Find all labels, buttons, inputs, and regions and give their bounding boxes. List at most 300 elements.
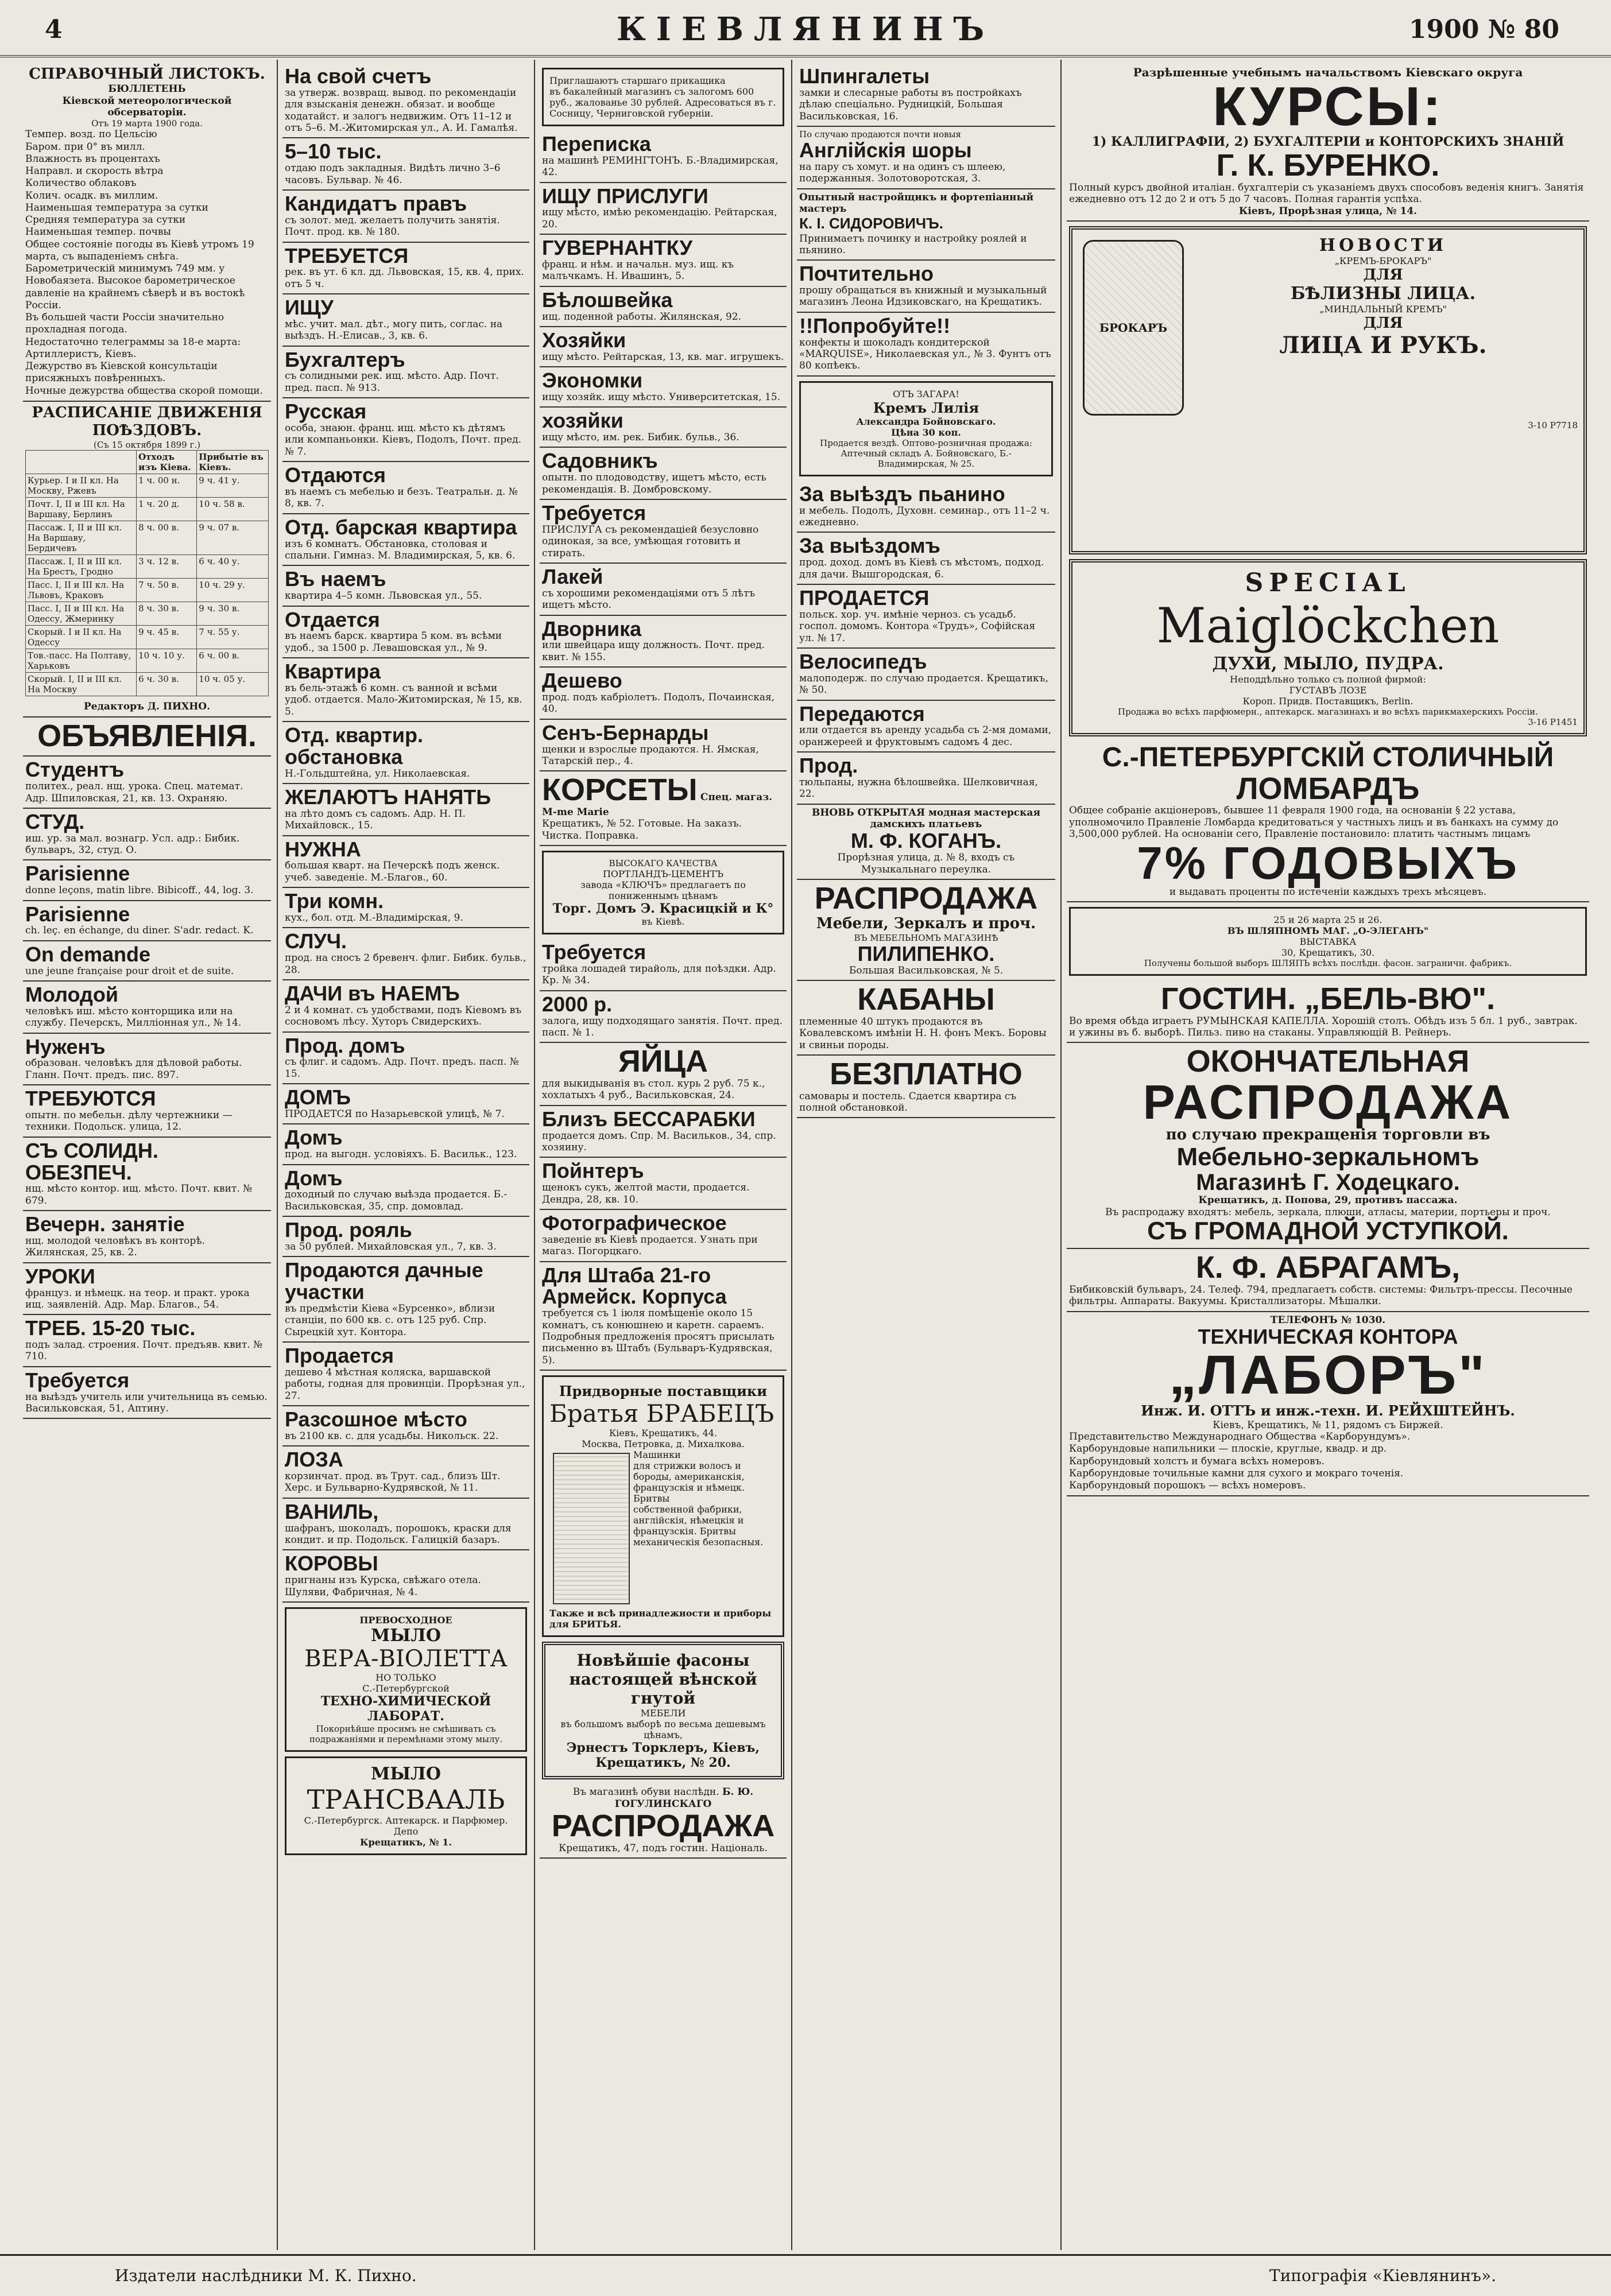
ad-headline: ТРЕБУЕТСЯ [285, 243, 409, 267]
maig-name: Maiglöckchen [1156, 598, 1500, 654]
society-note: Недостаточно телеграммы за 18-е марта: Артиллеристъ, Кіевъ. [25, 336, 241, 360]
classified-ad [282, 138, 529, 191]
ad-body: ищу мѣсто. Рейтарская, 13, кв. маг. игрушекъ. [542, 351, 784, 363]
classified-ad [540, 1262, 787, 1371]
ad-body: пригнаны изъ Курска, свѣжаго отела. Шуляви, Фабричная, № 4. [285, 1574, 481, 1598]
lombard-body: Общее собраніе акціонеровъ, бывшее 11 февраля 1900 года, на основаніи § 22 устава, уполномочило Правленіе Ломбарда кредитоваться у частныхъ лицъ и въ банкахъ на сумму до 3,500,000 рублей. На основаніи сего, Правленіе постановило: платить частнымъ лицамъ [1069, 805, 1559, 840]
table-row [26, 673, 269, 696]
classified-ad [540, 327, 787, 367]
lombard-head2: ЛОМБАРДЪ [1236, 771, 1420, 806]
corsets-body: Крещатикъ, № 52. Готовые. На заказъ. Чистка. Поправка. [542, 818, 742, 841]
column-2 [282, 63, 529, 2250]
classified-ad [282, 1217, 529, 1257]
ad-body: залога, ищу подходящаго занятія. Почт. пред. пасп. № 1. [542, 1015, 783, 1038]
corsets-ad [540, 771, 787, 846]
furniture-line2: настоящей вѣнской гнутой [569, 1670, 757, 1708]
ad-headline: Требуется [542, 501, 646, 525]
ad-headline: Почтительно [799, 262, 934, 286]
reference-section [23, 63, 271, 402]
bulletin-line: Наименьшая температура за сутки [25, 201, 208, 214]
ad-body: ch. leç. en échange, du diner. S'adr. redact. K. [25, 925, 254, 937]
courses-ad [1067, 63, 1589, 222]
schedule-cell: 7 ч. 50 в. [137, 579, 197, 602]
ad-headline: Требуется [25, 1368, 130, 1392]
ad-body: щенокъ сукъ, желтой масти, продается. Дендра, 28, кв. 10. [542, 1182, 750, 1205]
ad-headline: СТУД. [25, 809, 85, 833]
labor-item: Карборундовый холстъ и бумага всѣхъ номеровъ. [1069, 1455, 1325, 1467]
ad-body: особа, знаюн. франц. ищ. мѣсто къ дѣтямъ или компаньонки. Кіевъ, Подолъ, Почт. пред. № 7. [285, 422, 522, 457]
schedule-cell: 9 ч. 45 в. [137, 626, 197, 649]
classified-ad [282, 1343, 529, 1406]
schedule-cell: 10 ч. 58 в. [197, 498, 269, 521]
maig-line3: Неподдѣльно только съ полной фирмой: [1230, 674, 1426, 685]
weather-note: Въ большей части Россіи значительно прохладная погода. [25, 312, 224, 336]
classified-ad [23, 860, 271, 901]
ad-headline: Домъ [285, 1126, 343, 1150]
labor-intro: ТЕХНИЧЕСКАЯ КОНТОРА [1198, 1325, 1458, 1349]
soap-line3: НО ТОЛЬКО [375, 1671, 436, 1683]
ad-headline: 2000 р. [542, 992, 613, 1016]
classified-ad [797, 649, 1055, 701]
ad-body: дешево 4 мѣстная коляска, варшавской работы, годная для провинціи. Прорѣзная ул., 27. [285, 1366, 525, 1402]
lombard-rate: 7% ГОДОВЫХЪ [1137, 837, 1519, 889]
ad-headline: Кандидатъ правъ [285, 191, 467, 215]
corsets-shop: Спец. магаз. M-me Marie [542, 792, 773, 819]
ad-headline: Фотографическое [542, 1211, 727, 1235]
bulletin-line: Темпер. возд. по Цельсію [25, 129, 157, 141]
cream-for1: ДЛЯ [1363, 266, 1403, 284]
ad-headline: Переписка [542, 132, 651, 156]
hair-clipper-illustration [553, 1453, 630, 1604]
schedule-cell: 6 ч. 30 в. [137, 673, 197, 696]
ad-headline: Бухгалтеръ [285, 347, 405, 371]
bellevue-head: ГОСТИН. „БЕЛЬ-ВЮ". [1160, 981, 1496, 1016]
col3-ads3 [540, 1106, 787, 1371]
schedule-cell: 10 ч. 10 у. [137, 649, 197, 673]
train-schedule [23, 402, 271, 718]
schedule-cell: 1 ч. 00 н. [137, 474, 197, 498]
kogan-name: М. Ф. КОГАНЪ. [850, 829, 1002, 853]
cream-ad [1069, 226, 1587, 554]
ad-headline: !!Попробуйте!! [799, 313, 951, 338]
blinds-head: Англійскія шоры [799, 138, 972, 162]
ad-headline: Сенъ-Бернарды [542, 720, 709, 744]
ad-body: нщ. мѣсто контор. ищ. мѣсто. Почт. квит. № 679. [25, 1183, 253, 1207]
courses-addr: Кіевъ, Прорѣзная улица, № 14. [1238, 205, 1418, 217]
transvaal-name: ТРАНСВААЛЬ [307, 1783, 505, 1815]
classified-ad [540, 287, 787, 327]
ad-headline: Отд. квартир. обстановка [285, 723, 423, 769]
ad-headline: УРОКИ [25, 1264, 95, 1288]
ad-headline: Дешево [542, 669, 622, 693]
cream-for2: ДЛЯ [1363, 315, 1403, 332]
bulletin-title: БЮЛЛЕТЕНЬ [108, 83, 186, 95]
classified-ad [23, 982, 271, 1034]
ad-body: на выѣздъ учитель или учительница въ семью. Васильковская, 51, Аптину. [25, 1391, 268, 1415]
classified-ad [282, 398, 529, 462]
printer-line: Типографія «Кіевлянинъ». [1269, 2266, 1496, 2285]
ad-body: 2 и 4 комнат. съ удобствами, подъ Кіевомъ въ сосновомъ лѣсу. Хуторъ Свидерскихъ. [285, 1004, 522, 1028]
classified-ad [540, 564, 787, 616]
bulletin-line: Наименьшая темпер. почвы [25, 226, 171, 238]
courses-subjects: 1) КАЛЛИГРАФІИ, 2) БУХГАЛТЕРІИ и КОНТОРСКИХЪ ЗНАНІЙ [1091, 134, 1564, 149]
boars-body: племенные 40 штукъ продаются въ Ковалевскомъ имѣніи Н. Н. фонъ Мекъ. Боровы и свиньи породы. [799, 1015, 1047, 1051]
brabec-item1: Машинки [633, 1449, 681, 1461]
schedule-cell: Тов.-пасс. На Полтаву, Харьковъ [26, 649, 137, 673]
ad-body: продается домъ. Спр. М. Васильков., 34, спр. хозяину. [542, 1130, 776, 1154]
blinds-body: на пару съ хомут. и на одинъ съ шлеею, подержанныя. Золотоворотская, 3. [799, 161, 1006, 185]
classified-ad [540, 367, 787, 408]
bulletin-lines [25, 129, 269, 238]
classified-ad [23, 901, 271, 941]
english-blinds-ad [797, 127, 1055, 189]
table-row [26, 602, 269, 626]
courses-head: КУРСЫ: [1213, 76, 1443, 137]
ad-body: прод. подъ кабріолетъ. Подолъ, Почаинская, 40. [542, 691, 775, 715]
ad-body: ПРОДАЕТСЯ по Назарьевской улицѣ, № 7. [285, 1108, 505, 1120]
ad-body: ПРИСЛУГА съ рекомендаціей безусловно одинокая, за все, умѣющая готовить и стирать. [542, 523, 759, 559]
maig-firm: ГУСТАВЪ ЛОЗЕ [1289, 685, 1367, 696]
clerk-body: въ бакалейный магазинъ съ залогомъ 600 руб., жалованье 30 рублей. Адресоваться въ г. Сосницу, Черниговской губерніи. [549, 86, 776, 119]
transvaal-addr: Крещатикъ, № 1. [359, 1836, 452, 1848]
ad-headline: Въ наемъ [285, 567, 386, 591]
table-row [26, 579, 269, 602]
brabec-title: Придворные поставщики [559, 1383, 768, 1400]
brabec-name: Братья БРАБЕЦЪ [549, 1399, 774, 1428]
boars-ad [797, 981, 1055, 1056]
ad-body: прошу обращаться въ книжный и музыкальный магазинъ Леона Идзиковскаго, на Крещатикъ. [799, 285, 1047, 308]
furniture-line1: Новѣйшіе фасоны [576, 1651, 750, 1670]
classified-ad [282, 1499, 529, 1551]
final-sale-line1: по случаю прекращенія торговли въ [1165, 1126, 1490, 1144]
masthead [0, 0, 1611, 57]
kogan-line1: ВНОВЬ ОТКРЫТАЯ модная мастерская дамскихъ платьевъ [811, 806, 1041, 831]
classified-ad [797, 63, 1055, 127]
ad-body: требуется съ 1 іюля помѣщеніе около 15 комнатъ, съ конюшнею и каретн. сараемъ. Подробныя предложенія просятъ присылать письменно въ Штабъ (Бульваръ-Кудрявская, 5). [542, 1308, 774, 1366]
ad-body: доходный по случаю выѣзда продается. Б.-Васильковская, 35, спр. домовлад. [285, 1189, 508, 1212]
schedule-cell: 10 ч. 05 у. [197, 673, 269, 696]
labor-item: Карборундовый порошокъ — всѣхъ номеровъ. [1069, 1480, 1306, 1492]
classified-ad [282, 1257, 529, 1343]
tuner-head: Опытный настройщикъ и фортепіанный мастеръ [799, 191, 1034, 215]
classified-ad [797, 701, 1055, 753]
maig-line2: ДУХИ, МЫЛО, ПУДРА. [1212, 654, 1444, 674]
ad-body: корзинчат. прод. въ Трут. сад., близъ Шт. Херс. и Бульварно-Кудрявской, № 11. [285, 1471, 501, 1494]
ad-headline: СЛУЧ. [285, 929, 347, 953]
ad-headline: ТРЕБУЮТСЯ [25, 1087, 156, 1111]
labor-item: Карборундовые точильные камни для сухого и мокраго точенія. [1069, 1467, 1404, 1479]
ad-body: une jeune française pour droit et de suite. [25, 965, 234, 977]
ad-headline: On demande [25, 942, 151, 966]
classified-ad [540, 616, 787, 668]
ad-body: или отдается въ аренду усадьба съ 2-мя домами, оранжереей и фруктовымъ садомъ 4 дес. [799, 724, 1052, 748]
schedule-cell: 9 ч. 07 в. [197, 521, 269, 555]
hats-addr: 30, Крещатикъ, 30. [1281, 947, 1375, 958]
ad-body: квартира 4–5 комн. Львовская ул., 55. [285, 590, 482, 602]
gogulinsky-ad [540, 1784, 787, 1859]
ad-headline: Вечерн. занятіе [25, 1212, 185, 1236]
classified-ad [23, 757, 271, 809]
pilipenko-head: РАСПРОДАЖА [814, 881, 1038, 916]
classified-ad [540, 939, 787, 991]
ad-body: прод. на сносъ 2 бревенч. флиг. Бибик. бульв., 28. [285, 952, 526, 976]
classified-ad [540, 500, 787, 564]
soap-lab: ТЕХНО-ХИМИЧЕСКОЙ ЛАБОРАТ. [320, 1693, 491, 1724]
ad-body: опытн. по мебельн. дѣлу чертежники — техники. Подольск. улица, 12. [25, 1109, 233, 1133]
cream-head2: „МИНДАЛЬНЫЙ КРЕМЪ" [1319, 304, 1447, 315]
ad-headline: хозяйки [542, 409, 624, 433]
ad-headline: Для Штаба 21-го Армейск. Корпуса [542, 1263, 727, 1309]
maig-line5: Продажа во всѣхъ парфюмерн., аптекарск. магазинахъ и во всѣхъ парикмахерскихъ Россіи. [1118, 707, 1538, 718]
gogulinsky-line1: Въ магазинѣ обуви наслѣдн. [572, 1786, 719, 1798]
ad-headline: За выѣздомъ [799, 534, 940, 558]
ad-body: на машинѣ РЕМИНГТОНЪ. Б.-Владимирская, 42. [542, 154, 779, 179]
ad-body: заведеніе въ Кіевѣ продается. Узнать при магаз. Погорцкаго. [542, 1234, 758, 1258]
soap-line1: ПРЕВОСХОДНОЕ [359, 1614, 452, 1626]
schedule-cell: 6 ч. 00 в. [197, 649, 269, 673]
sunburn-head: ОТЪ ЗАГАРА! [893, 388, 959, 400]
col3-ads [540, 131, 787, 771]
cream-head: „КРЕМЪ-БРОКАРЪ" [1334, 255, 1432, 267]
final-sale-discount: СЪ ГРОМАДНОЙ УСТУПКОЙ. [1147, 1217, 1509, 1246]
final-sale-ad [1067, 1043, 1589, 1249]
schedule-header-cell: Прибытіе въ Кіевъ. [197, 451, 269, 474]
eggs-body: для выкидыванія въ стол. курь 2 руб. 75 к., хохлатыхъ 4 руб., Васильковская, 24. [542, 1078, 765, 1102]
tuner-name: К. І. СИДОРОВИЧЪ. [799, 215, 943, 232]
ad-body: тюльпаны, нужна бѣлошвейка. Шелковичная, 22. [799, 776, 1038, 800]
cream-for2b: ЛИЦА И РУКЪ. [1279, 332, 1487, 359]
free-ad [797, 1056, 1055, 1118]
ad-body: за утверж. возвращ. вывод. по рекомендаціи для взысканія денежн. обязат. и вообще ходатайст. и залогъ недвижим. Отъ 11–12 и отъ 5–6. М.-Житомирская ул., А. И. Гамалѣя. [285, 87, 518, 134]
labor-ad [1067, 1312, 1589, 1497]
abragam-body: Бибиковскій бульваръ, 24. Телеф. 794, предлагаетъ собств. системы: Фильтръ-прессы. Песочные фильтры. Аппараты. Вакуумы. Кристаллизаторы. Мѣшалки. [1069, 1284, 1573, 1308]
soap-vera-ad [285, 1607, 527, 1752]
classified-ad [282, 888, 529, 928]
ad-body: съ солидными рек. ищ. мѣсто. Адр. Почт. пред. пасп. № 913. [285, 370, 499, 394]
classified-ad [540, 1106, 787, 1158]
classified-ad [23, 809, 271, 861]
page-footer [0, 2254, 1611, 2296]
final-sale-head2: РАСПРОДАЖА [1143, 1075, 1513, 1130]
table-row [26, 521, 269, 555]
col4-ads3 [797, 481, 1055, 805]
ad-headline: ДАЧИ въ НАЕМЪ [285, 982, 460, 1006]
classified-ad [23, 1138, 271, 1211]
schedule-header-cell: Отходъ изъ Кіева. [137, 451, 197, 474]
cement-line1: ВЫСОКАГО КАЧЕСТВА [609, 858, 718, 869]
labor-item: Представительство Международнаго Общества «Карборундумъ». [1069, 1431, 1411, 1443]
ad-body: въ 2100 кв. с. для усадьбы. Никольск. 22. [285, 1430, 499, 1442]
col4-ads [797, 63, 1055, 127]
ad-body: съ хорошими рекомендаціями отъ 5 лѣтъ ищетъ мѣсто. [542, 587, 756, 611]
table-row [26, 555, 269, 579]
society-notes [25, 336, 269, 397]
ad-headline: Parisienne [25, 902, 130, 926]
schedule-cell: Курьер. I и II кл. На Москву, Ржевъ [26, 474, 137, 498]
ad-headline: На свой счетъ [285, 64, 432, 88]
courses-body: Полный курсъ двойной италіан. бухгалтеріи съ указаніемъ двухъ способовъ веденія книгъ. Занятія ежедневно отъ 12 до 2 и отъ 5 до 7 часовъ. Полная гарантія успѣха. [1069, 182, 1584, 205]
maig-code: 3-16 Р1451 [1528, 717, 1578, 728]
ad-headline: Экономки [542, 369, 643, 393]
issue-number: 1900 № 80 [1408, 15, 1559, 44]
classified-ad [282, 243, 529, 295]
ad-body: конфекты и шоколадъ кондитерской «MARQUISE», Николаевская ул., № 3. Фунтъ отъ 80 копѣекъ. [799, 336, 1051, 372]
final-sale-list: Въ распродажу входятъ: мебель, зеркала, плюши, атласы, материи, портьеры и проч. [1105, 1206, 1551, 1218]
newspaper-title: КІЕВЛЯНИНЪ [616, 10, 995, 48]
listok-title: СПРАВОЧНЫЙ ЛИСТОКЪ. [29, 65, 265, 83]
ad-body: образован. человѣкъ для дѣловой работы. Гланн. Почт. предъ. пис. 897. [25, 1057, 242, 1081]
classified-ad [282, 722, 529, 784]
furniture-line3: МЕБЕЛИ [640, 1708, 686, 1719]
pilipenko-line1: Мебели, Зеркалъ и проч. [816, 914, 1036, 932]
classified-ad [540, 408, 787, 448]
ad-headline: НУЖНА [285, 837, 361, 861]
free-head: БЕЗПЛАТНО [830, 1056, 1023, 1091]
brabec-item2: Бритвы [633, 1493, 670, 1504]
hats-ad [1069, 907, 1587, 976]
ad-body: шафранъ, шоколадъ, порошокъ, краски для кондит. и пр. Подольск. Галицкій базаръ. [285, 1522, 512, 1546]
classified-ad [797, 313, 1055, 377]
labor-phone: ТЕЛЕФОНЪ № 1030. [1270, 1314, 1386, 1326]
classified-ad [540, 183, 787, 235]
bulletin-line: Количество облаковъ [25, 177, 137, 189]
col1-ads [23, 757, 271, 1419]
brabec-item2-desc: собственной фабрики, англійскія, нѣмецкія и французскія. Бритвы механическія безопасныя. [633, 1504, 764, 1548]
ad-headline: За выѣздъ пьанино [799, 482, 1005, 506]
ad-body: съ флиг. и садомъ. Адр. Почт. предъ. пасп. № 15. [285, 1056, 519, 1080]
classified-ad [282, 191, 529, 243]
column-5 [1067, 63, 1589, 2250]
clerk-wanted-ad [542, 68, 784, 126]
blinds-intro: По случаю продаются почти новыя [799, 129, 962, 139]
ad-headline: ЖЕЛАЮТЪ НАНЯТЬ [285, 785, 491, 809]
ad-body: на лѣто домъ съ садомъ. Адр. Н. П. Михайловск., 15. [285, 808, 466, 832]
pilipenko-name: ПИЛИПЕНКО. [857, 941, 995, 965]
ad-headline: Отдается [285, 607, 380, 631]
cement-head: ПОРТЛАНДЪ-ЦЕМЕНТЪ [602, 868, 724, 880]
column-4 [797, 63, 1055, 2250]
ad-body: ищ. поденной работы. Жилянская, 92. [542, 311, 742, 323]
ad-body: нщ. молодой человѣкъ въ конторѣ. Жилянская, 25, кв. 2. [25, 1235, 206, 1259]
table-row [26, 498, 269, 521]
sunburn-price: Цѣна 30 коп. [891, 426, 961, 438]
ad-body: въ предмѣстіи Кіева «Бурсенко», вблизи станціи, по 600 кв. с. отъ 125 руб. Спр. Сырецкій хут. Контора. [285, 1302, 495, 1338]
furniture-ad [542, 1642, 784, 1779]
bulletin-line: Средняя температура за сутки [25, 214, 186, 226]
classified-ad [282, 566, 529, 606]
bulletin-line: Баром. при 0° въ милл. [25, 141, 145, 153]
schedule-cell: 8 ч. 30 в. [137, 602, 197, 626]
ad-body: Н.-Гольдштейна, ул. Николаевская. [285, 767, 470, 779]
eggs-ad [540, 1043, 787, 1106]
classified-ad [282, 1446, 529, 1499]
final-sale-head: ОКОНЧАТЕЛЬНАЯ [1186, 1044, 1470, 1079]
classified-ad [540, 235, 787, 287]
soap-transvaal-ad [285, 1756, 527, 1855]
hats-head: 25 и 26 марта 25 и 26. [1273, 914, 1382, 925]
schedule-header-cell [26, 451, 137, 474]
ad-headline: Прод. рояль [285, 1218, 412, 1242]
ad-headline: Близъ БЕССАРАБКИ [542, 1107, 756, 1131]
schedule-cell: 3 ч. 12 в. [137, 555, 197, 579]
table-row [26, 649, 269, 673]
classified-ad [23, 1085, 271, 1138]
ad-body: щенки и взрослые продаются. Н. Ямская, Татарскій пер., 4. [542, 743, 759, 767]
classified-ad [540, 720, 787, 772]
classified-ad [282, 294, 529, 347]
classified-ad [797, 533, 1055, 585]
lombard-head: С.-ПЕТЕРБУРГСКІЙ СТОЛИЧНЫЙ [1102, 742, 1554, 773]
classified-ad [282, 607, 529, 659]
schedule-cell: 10 ч. 29 у. [197, 579, 269, 602]
sunburn-line2: Александра Бойновскаго. [856, 416, 996, 427]
ad-headline: СЪ СОЛИДН. ОБЕЗПЕЧ. [25, 1138, 158, 1184]
classified-ad [282, 347, 529, 399]
ad-body: иш. ур. за мал. вознагр. Усл. адр.: Бибик. бульваръ, 32, студ. О. [25, 832, 240, 856]
classified-ad [282, 1033, 529, 1085]
furniture-firm: Эрнестъ Торклеръ, Кіевъ, Крещатикъ, № 20. [566, 1740, 760, 1771]
ad-headline: Студентъ [25, 758, 125, 782]
labor-item: Карборундовые напильники — плоскіе, круглые, квадр. и др. [1069, 1443, 1387, 1455]
final-sale-line2: Мебельно-зеркальномъ [1176, 1143, 1480, 1172]
ad-body: мѣс. учит. мал. дѣт., могу пить, соглас. на выѣздъ. Н.-Елисав., 3, кв. 6. [285, 318, 503, 342]
classified-ad [282, 836, 529, 889]
classified-ad [282, 1165, 529, 1217]
ad-headline: ДОМЪ [285, 1085, 351, 1110]
weather-note: Общее состояніе погоды въ Кіевѣ утромъ 19 марта, съ выпаденіемъ снѣга. [25, 238, 254, 262]
col3-ads2 [540, 939, 787, 1043]
brabec-ad [542, 1375, 784, 1637]
bulletin-date: Отъ 19 марта 1900 года. [91, 118, 203, 129]
gogulinsky-addr: Крещатикъ, 47, подъ гостин. Національ. [559, 1842, 768, 1854]
pilipenko-line2: ВЪ МЕБЕЛЬНОМЪ МАГАЗИНѢ [854, 932, 998, 943]
bulletin-line: Направл. и скорость вѣтра [25, 165, 164, 177]
cream-code: 3-10 Р7718 [1528, 420, 1578, 431]
ad-headline: ПРОДАЕТСЯ [799, 586, 930, 610]
ad-headline: ГУВЕРНАНТКУ [542, 236, 693, 260]
col2-ads [282, 63, 529, 1603]
ad-headline: Продается [285, 1344, 394, 1368]
ad-body: ищу мѣсто, им. рек. Бибик. бульв., 36. [542, 432, 739, 444]
ad-headline: ИЩУ ПРИСЛУГИ [542, 184, 708, 208]
pilipenko-ad [797, 880, 1055, 981]
ad-body: тройка лошадей тирайоль, для поѣздки. Адр. Кр. № 34. [542, 963, 776, 987]
schedule-cell: 7 ч. 55 у. [197, 626, 269, 649]
tuner-body: Принимаетъ починку и настройку роялей и пьянино. [799, 232, 1027, 256]
classified-ad [282, 1550, 529, 1603]
ad-body: donne leçons, matin libre. Bibicoff., 44, log. 3. [25, 885, 254, 897]
cement-ad [542, 851, 784, 934]
classified-ad [23, 941, 271, 982]
classified-ad [540, 991, 787, 1044]
schedule-cell: 8 ч. 00 в. [137, 521, 197, 555]
abragam-ad [1067, 1249, 1589, 1312]
cement-firm: Торг. Домъ Э. Красицкій и К° [552, 901, 774, 917]
ad-headline: Отдаются [285, 463, 386, 487]
weather-notes [25, 239, 269, 336]
ad-headline: Parisienne [25, 862, 130, 886]
ad-headline: Садовникъ [542, 449, 658, 473]
classified-ad [282, 1084, 529, 1124]
brabec-item1-desc: для стрижки волосъ и бороды, американскія, французскія и нѣмецк. [633, 1460, 745, 1494]
ad-body: большая кварт. на Печерскѣ подъ женск. учеб. заведеніе. М.-Благов., 60. [285, 860, 500, 883]
gogulinsky-head: РАСПРОДАЖА [551, 1808, 775, 1843]
classified-ad [540, 448, 787, 500]
ad-headline: Молодой [25, 983, 118, 1007]
soap-line2: МЫЛО [371, 1625, 441, 1646]
weather-note: Барометрическій минимумъ 749 мм. у Новобаязета. Высокое барометрическое давленіе на крайнемъ сѣверѣ и въ востокѣ Россіи. [25, 263, 245, 311]
ad-body: ищу хозяйк. ищу мѣсто. Университетская, 15. [542, 391, 781, 403]
